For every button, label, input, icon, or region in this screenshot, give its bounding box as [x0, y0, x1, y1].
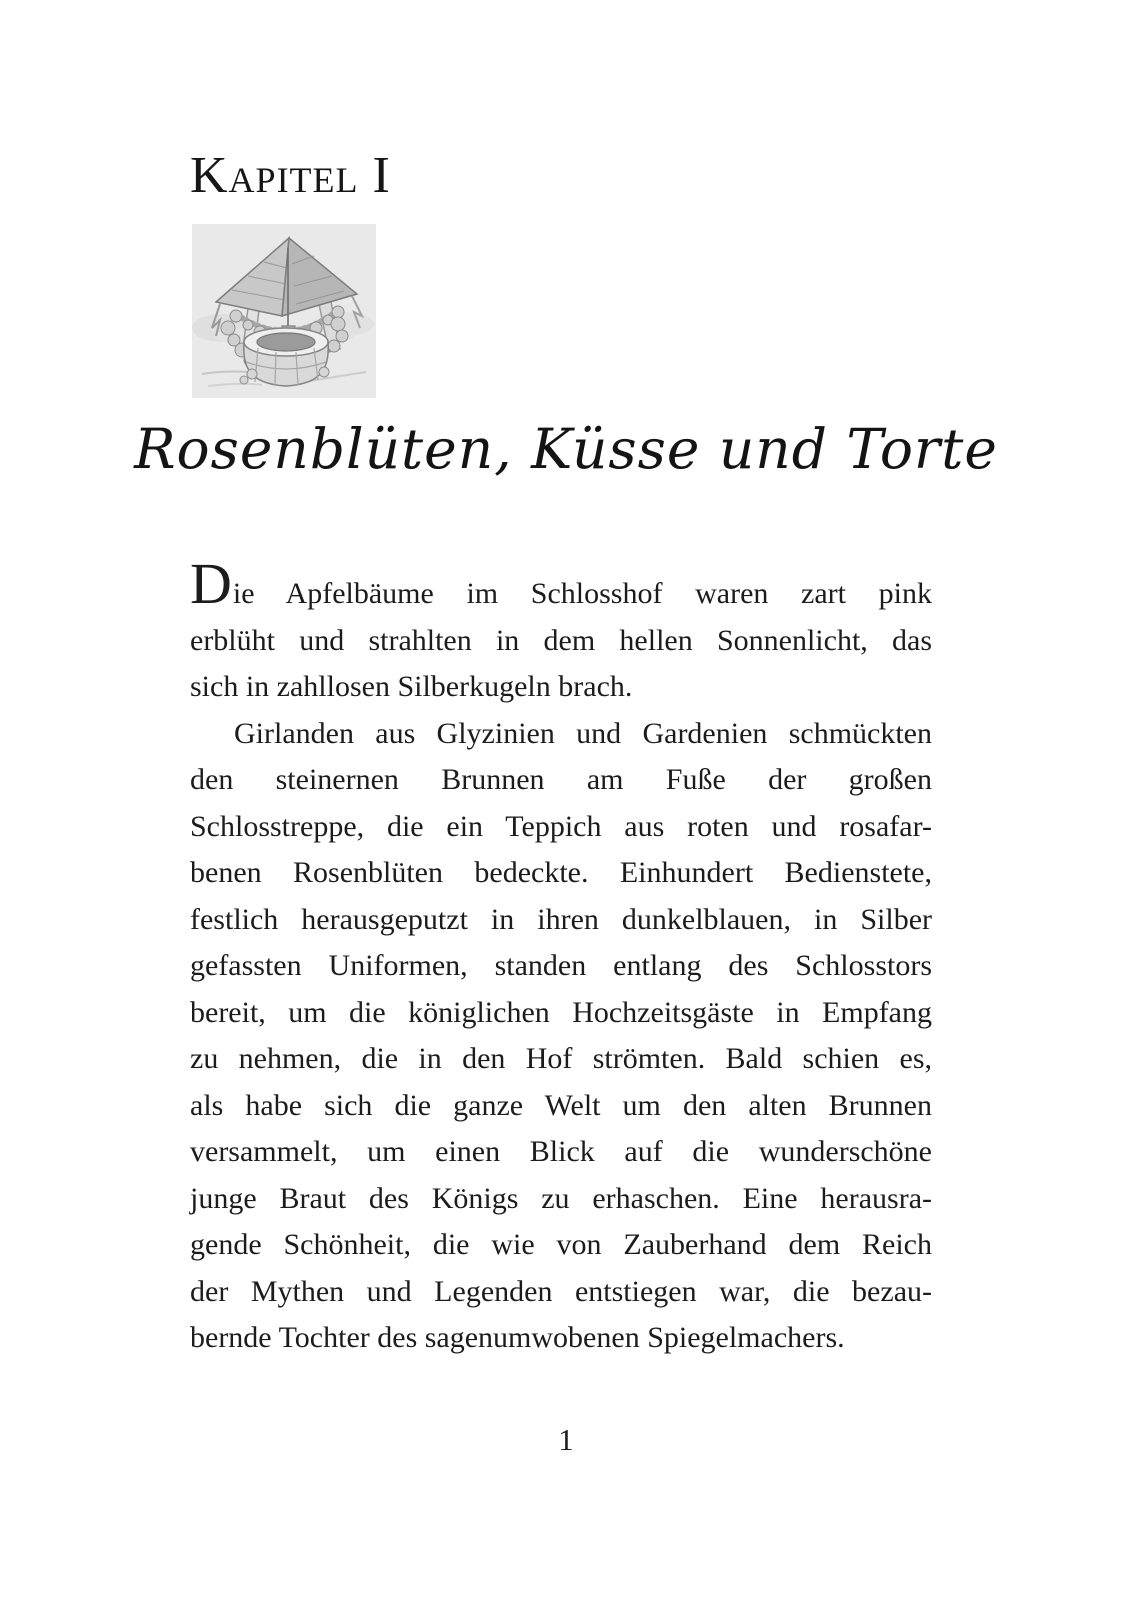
text-line: als habe sich die ganze Welt um den alten Brunnen — [190, 1088, 932, 1122]
text-line: bereit, um die königlichen Hochzeitsgäste in Empfang — [190, 995, 932, 1029]
drop-cap: D — [190, 551, 233, 616]
text-line: zu nehmen, die in den Hof strömten. Bald schien es, — [190, 1042, 932, 1075]
paragraph — [190, 551, 932, 711]
text-line: versammelt, um einen Blick auf die wunderschöne — [190, 1135, 932, 1168]
text-line: den steinernen Brunnen am Fuße der großen — [190, 763, 932, 796]
chapter-title: Rosenblüten, Küsse und Torte — [134, 417, 998, 481]
chapter-label: Kapitel I — [190, 147, 391, 204]
wishing-well-icon — [192, 224, 376, 398]
text-line: gende Schönheit, die wie von Zauberhand dem Reich — [190, 1228, 932, 1261]
text-line: gefassten Uniformen, standen entlang des Schlosstors — [190, 949, 932, 982]
text-line: sich in zahllosen Silberkugeln brach. — [190, 670, 633, 703]
text-line: bernde Tochter des sagenumwobenen Spiegelmachers. — [190, 1321, 845, 1354]
wishing-well-illustration — [192, 224, 376, 398]
text-line: Girlanden aus Glyzinien und Gardenien schmückten — [234, 716, 932, 750]
text-line: junge Braut des Königs zu erhaschen. Eine herausra- — [190, 1181, 932, 1215]
text-line: festlich herausgeputzt in ihren dunkelblauen, in Silber — [190, 902, 932, 936]
text-line: Die Apfelbäume im Schlosshof waren zart pink — [190, 551, 932, 616]
text-line: Schlosstreppe, die ein Teppich aus roten und rosafar- — [190, 809, 932, 843]
text-line: erblüht und strahlten in dem hellen Sonnenlicht, das — [190, 623, 932, 657]
paragraph — [190, 711, 932, 1362]
page-number: 1 — [558, 1422, 574, 1457]
text-line: der Mythen und Legenden entstiegen war, die bezau- — [190, 1274, 932, 1308]
body-text — [190, 551, 932, 1362]
text-line: benen Rosenblüten bedeckte. Einhundert Bedienstete, — [190, 856, 932, 889]
